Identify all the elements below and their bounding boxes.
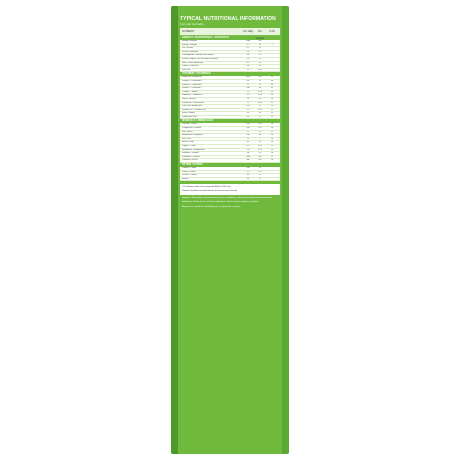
nutrient-name: Lutein / Luteína [182, 170, 196, 173]
nutrient-name: Energy / Energía [182, 40, 198, 42]
value-per-100g: 16 [246, 97, 250, 100]
value-per-serving: 2.9 [258, 130, 262, 133]
panel-right-edge [282, 6, 289, 454]
value-pct-ri [266, 167, 278, 170]
value-pct-ri: 18 [270, 159, 274, 162]
value-per-100g: 180 [246, 167, 250, 169]
value-per-serving: 1.1 [258, 47, 262, 50]
page-title: TYPICAL NUTRITIONAL INFORMATION [180, 16, 276, 22]
col-per-serving: Per serving [256, 30, 264, 40]
value-per-serving: 0.47 [258, 148, 262, 151]
value-pct-ri [266, 174, 278, 177]
value-pct-ri: 25 [270, 155, 274, 158]
value-per-serving: 0.36 [258, 90, 262, 93]
nutrient-name: Niacin / Niacina [182, 97, 196, 100]
value-per-serving: 7.5 [258, 57, 262, 60]
nutrient-name: Calcium / Calcio [182, 123, 197, 126]
nutrient-name: Fat / Grasas [182, 47, 194, 50]
nutrient-name: Carbohydrate / Hidratos de carbono [182, 54, 214, 57]
value-per-serving: 1.7 [258, 79, 262, 82]
value-per-100g: 4.1 [246, 47, 250, 50]
value-per-100g: 0.9 [246, 145, 250, 148]
value-per-serving: 47 [258, 167, 262, 169]
value-pct-ri: 18 [270, 134, 274, 137]
value-per-serving: 25 [258, 174, 262, 177]
nutrient-name: Choline / Colina [182, 167, 197, 169]
nutrient-name: Salt / Sal [182, 68, 191, 71]
nutrition-sheet [180, 16, 280, 451]
value-pct-ri [266, 178, 278, 181]
panel-left-edge [171, 6, 178, 454]
nutrient-name: Pantothenic acid [182, 115, 197, 118]
value-per-serving: 21 [258, 141, 262, 144]
nutrient-name: Biotin / Biotina [182, 112, 195, 115]
value-per-100g: 1584 [245, 40, 251, 42]
value-pct-ri: 20 [270, 127, 274, 130]
energy-rows [180, 40, 280, 72]
value-per-100g: 6.6 [246, 115, 250, 118]
value-per-serving: 412 [258, 40, 262, 42]
other-rows [180, 167, 280, 181]
value-per-100g: 2.1 [246, 108, 250, 111]
footnotes [180, 184, 280, 195]
nutrient-name: Manganese / Manganeso [182, 148, 205, 151]
value-pct-ri [266, 51, 278, 54]
value-per-serving: 146 [258, 159, 262, 162]
value-per-serving: 1.7 [258, 115, 262, 118]
value-per-100g: 377 [246, 43, 250, 46]
value-pct-ri: 33 [270, 90, 274, 93]
value-per-100g: 38 [246, 152, 250, 155]
nutrient-name: Folic acid / Ácido fólico [182, 105, 203, 108]
value-pct-ri: 23 [270, 145, 274, 148]
nutrient-name: Taurine / Taurina [182, 174, 197, 177]
value-per-serving: 0.2 [258, 50, 262, 53]
nutrient-name: Chloride / Cloruro [182, 159, 198, 162]
value-per-serving: 68 [258, 134, 262, 137]
value-pct-ri: 24 [270, 123, 274, 126]
value-pct-ri [266, 54, 278, 57]
value-pct-ri: 5 [271, 43, 273, 46]
nutrient-name: Inositol [182, 177, 189, 180]
nutrient-name: Potassium / Potasio [182, 155, 200, 158]
value-per-serving: 0.44 [258, 101, 262, 104]
value-per-serving: 0.31 [258, 170, 262, 173]
value-per-100g: 560 [246, 159, 250, 162]
value-pct-ri [266, 40, 278, 43]
value-per-serving: 9.9 [258, 152, 262, 155]
table-row [180, 178, 280, 182]
value-per-100g: 55 [246, 112, 250, 115]
value-per-100g: 1.3 [246, 68, 250, 71]
value-pct-ri: 20 [270, 137, 274, 140]
value-pct-ri: 29 [270, 115, 274, 118]
value-per-serving: 26 [258, 87, 262, 90]
nutrient-name: Vitamin D / Vitamina D [182, 79, 203, 82]
value-pct-ri: 33 [270, 87, 274, 90]
value-per-100g: 11 [246, 130, 250, 133]
nutrient-name: of which sugars / de los cuales azúcares [182, 57, 218, 60]
nutrient-name: Selenium / Selenio [182, 152, 199, 155]
footnote: * RI = Reference Intake of an average adult (8400 kJ / 2000 kcal). [182, 186, 232, 189]
nutrition-table [180, 28, 280, 181]
value-per-serving: 98 [258, 43, 262, 46]
value-pct-ri [266, 62, 278, 65]
value-per-serving: 9.4 [258, 65, 262, 68]
nutrient-name: Vitamin A / Vitamina A [182, 76, 202, 79]
value-per-serving: 0.55 [258, 108, 262, 111]
value-pct-ri: 34 [270, 79, 274, 82]
value-pct-ri: 24 [270, 94, 274, 97]
nutrient-name: Fibre / Fibra alimentaria [182, 61, 204, 64]
col-per-100g: Per 100g [243, 30, 253, 33]
band-minerals: MINERALS / MINERALES [180, 119, 280, 123]
value-pct-ri [266, 65, 278, 68]
nutrient-name: Energy / Energía [182, 43, 198, 46]
value-per-100g: 1.8 [246, 148, 250, 151]
footnote: Nutritional information as packed. Información nutricional como envasado. [182, 189, 238, 192]
value-per-serving: 494 [258, 155, 262, 158]
value-pct-ri [266, 58, 278, 61]
band-energy: ENERGY / NUTRITIONAL / SUSTRATO [180, 36, 280, 40]
value-per-100g: 6.6 [246, 79, 250, 82]
value-pct-ri: 18 [270, 152, 274, 155]
value-per-100g: 100 [246, 87, 250, 90]
vitamin-rows [180, 76, 280, 119]
page-subtitle: Formula Herbalife [180, 22, 204, 26]
value-per-serving: 0.34 [258, 94, 262, 97]
value-per-serving: 143 [258, 127, 262, 130]
nutrient-name: Riboflavin / Riboflavina [182, 94, 203, 97]
mineral-rows [180, 123, 280, 163]
value-per-serving: 9.9 [258, 54, 262, 57]
value-per-100g: 550 [246, 127, 250, 130]
value-per-100g: 22 [246, 83, 250, 86]
value-per-serving: 0.23 [258, 145, 262, 148]
band-vitamins: VITAMINS / VITAMINAS [180, 72, 280, 76]
value-per-100g: 1900 [245, 155, 251, 158]
nutrient-name: Iodine / Yodo [182, 141, 194, 144]
nutrient-name: Vitamin B12 / Vitamina B12 [182, 108, 207, 111]
col-pct-ri: % RI [269, 30, 275, 33]
value-per-100g: 29 [246, 57, 250, 60]
value-per-100g: 7.5 [246, 137, 250, 140]
value-pct-ri: 29 [270, 105, 274, 108]
nutrient-name: Vitamin E / Vitamina E [182, 83, 202, 86]
value-per-100g: 95 [246, 174, 250, 177]
col-nutrient: NUTRIENT [182, 30, 195, 33]
value-per-100g: 1.4 [246, 90, 250, 93]
value-pct-ri: 31 [270, 101, 274, 104]
nutrient-name: Vitamin B6 / Vitamina B6 [182, 101, 205, 104]
allergens-text: Allergens: see ingredients in bold. Alérgenos: ver ingredientes en negrita. [182, 205, 241, 208]
value-pct-ri [266, 69, 278, 72]
value-per-100g: 38 [246, 54, 250, 57]
nutrient-name: Iron / Hierro [182, 130, 193, 133]
value-per-100g: 1.3 [246, 94, 250, 97]
value-per-serving: 5.7 [258, 83, 262, 86]
band-other: OTHER / OTROS [180, 163, 280, 167]
value-per-serving: 0.34 [258, 68, 262, 71]
value-pct-ri [266, 171, 278, 174]
value-per-serving: 2.3 [258, 61, 262, 64]
value-pct-ri: 23 [270, 148, 274, 151]
ingredients-text: Ingredients: Whey protein, soy protein isolate, fructose, maltodextrin, cellulose, flavourings, vitamins and minerals. [182, 196, 273, 199]
nutrient-name: Zinc / Zinc [182, 137, 192, 140]
ingredients-text: Ingredientes: Proteína de soja, fructosa, maltodextrina, celulosa, aromas, vitaminas y minerales. [182, 201, 259, 204]
value-per-100g: 48 [246, 177, 250, 180]
value-per-serving: 4.2 [258, 97, 262, 100]
value-per-100g: 220 [246, 105, 250, 108]
value-pct-ri: 14 [270, 141, 274, 144]
value-pct-ri: 21 [270, 130, 274, 133]
value-per-100g: 1.2 [246, 170, 250, 173]
value-per-100g: 1.7 [246, 101, 250, 104]
value-per-100g: 260 [246, 134, 250, 137]
nutrient-name: Thiamin / Tiamina [182, 90, 198, 93]
label-panel [171, 6, 289, 454]
nutrient-name: Phosphorus / Fósforo [182, 127, 202, 130]
value-pct-ri: 48 [270, 83, 274, 86]
nutrient-name: Copper / Cobre [182, 145, 196, 148]
value-per-100g: 0.8 [246, 50, 250, 53]
value-per-100g: 80 [246, 141, 250, 144]
value-per-serving: 57 [258, 105, 262, 108]
nutrient-name: of which saturates [182, 50, 199, 53]
nutrient-name: Protein / Proteínas [182, 65, 199, 68]
value-pct-ri: 36 [270, 76, 274, 79]
value-per-100g: 740 [246, 123, 250, 126]
nutrient-name: Magnesium / Magnesio [182, 134, 203, 137]
value-per-serving: 2 [259, 137, 261, 140]
value-pct-ri [266, 47, 278, 50]
value-pct-ri: 29 [270, 112, 274, 115]
value-per-100g: 8.9 [246, 61, 250, 64]
value-per-serving: 192 [258, 123, 262, 126]
value-per-serving: 14 [258, 112, 262, 115]
value-pct-ri: 22 [270, 108, 274, 111]
ingredients-block [180, 197, 280, 208]
nutrient-name: Vitamin C / Vitamina C [182, 87, 203, 90]
value-per-serving: 285 [258, 76, 262, 79]
value-per-serving: 12 [258, 177, 262, 180]
value-pct-ri: 26 [270, 97, 274, 100]
value-per-100g: 1094 [245, 76, 251, 79]
value-per-100g: 36 [246, 65, 250, 68]
